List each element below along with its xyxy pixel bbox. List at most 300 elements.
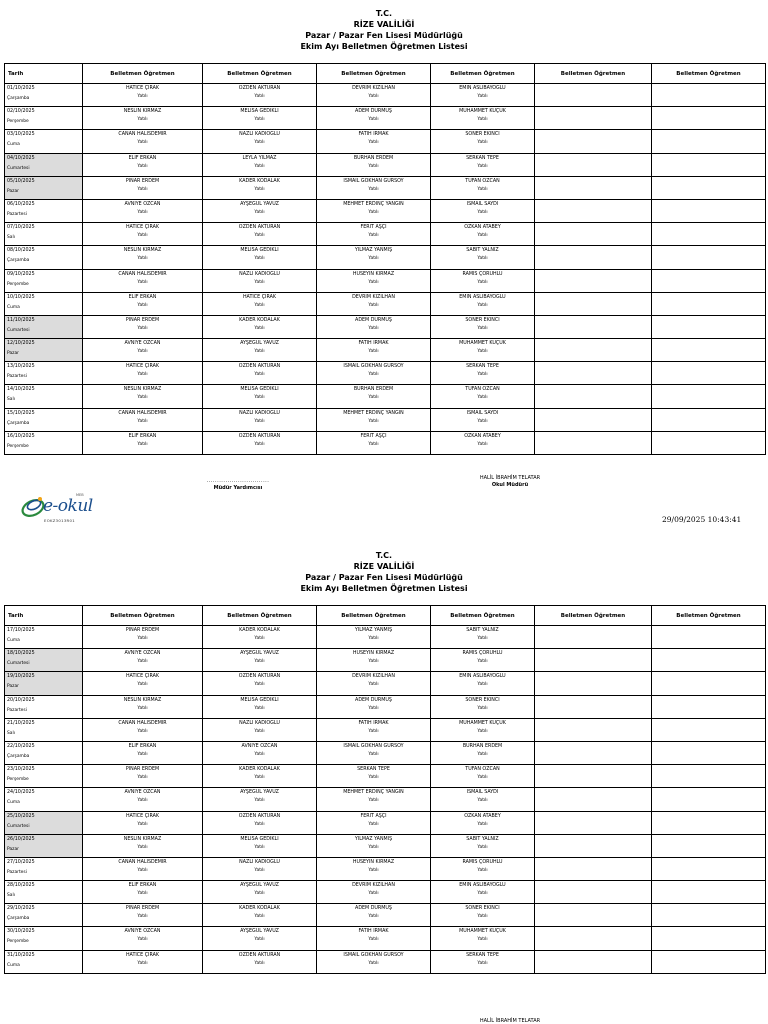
teacher-cell [203, 269, 317, 292]
teacher-cell [317, 176, 431, 199]
boarding-status: Yatılı [254, 728, 265, 734]
teacher-cell [83, 362, 203, 385]
teacher-cell [317, 84, 431, 107]
teacher-cell [431, 672, 535, 695]
boarding-status: Yatılı [477, 163, 488, 169]
boarding-status: Yatılı [477, 325, 488, 331]
teacher-name: CANAN HALİSDEMİR [118, 410, 167, 416]
boarding-status: Yatılı [477, 821, 488, 827]
teacher-cell [652, 649, 766, 672]
teacher-name: MELİSA GEDİKLİ [240, 387, 279, 393]
teacher-name: NESLİN KIRMAZ [123, 248, 162, 254]
teacher-name: MUHAMMET KÜÇÜK [459, 720, 506, 726]
teacher-name: CANAN HALİSDEMİR [118, 720, 167, 726]
teacher-name: HÜSEYİN KIRMAZ [352, 271, 395, 277]
boarding-status: Yatılı [368, 395, 379, 401]
teacher-cell [203, 695, 317, 718]
boarding-status: Yatılı [368, 751, 379, 757]
weekday-value: Pazartesi [7, 211, 27, 217]
teacher-name: ÖZDEN AKTURAN [238, 674, 281, 680]
teacher-cell [535, 741, 652, 764]
teacher-cell [83, 626, 203, 649]
weekday-value: Perşembe [7, 939, 29, 945]
boarding-status: Yatılı [254, 960, 265, 966]
teacher-cell [203, 431, 317, 454]
teacher-cell [203, 176, 317, 199]
teacher-name: HATİCE ÇIRAK [125, 364, 160, 370]
date-cell [5, 904, 83, 927]
boarding-status: Yatılı [254, 914, 265, 920]
teacher-name: ÖZDEN AKTURAN [238, 433, 281, 439]
teacher-cell [535, 223, 652, 246]
teacher-cell [652, 765, 766, 788]
date-cell [5, 741, 83, 764]
teacher-name: PINAR ERDEM [125, 906, 160, 912]
boarding-status: Yatılı [477, 728, 488, 734]
boarding-status: Yatılı [137, 395, 148, 401]
boarding-status: Yatılı [477, 441, 488, 447]
table-row [5, 153, 766, 176]
weekday-value: Pazar [7, 351, 19, 357]
boarding-status: Yatılı [137, 279, 148, 285]
boarding-status: Yatılı [254, 636, 265, 641]
teacher-cell [203, 834, 317, 857]
header-line-list-title: Ekim Ayı Belletmen Öğretmen Listesi [300, 42, 468, 51]
print-timestamp: 29/09/2025 10:43:41 [662, 515, 742, 524]
column-header-teacher: Belletmen Öğretmen [83, 606, 203, 626]
boarding-status: Yatılı [254, 117, 265, 123]
teacher-name: ELİF ERKAN [128, 155, 157, 161]
weekday-value: Çarşamba [7, 753, 30, 759]
date-cell [5, 672, 83, 695]
teacher-name: AVNİYE ÖZCAN [124, 929, 161, 935]
teacher-name: SERKAN TEPE [466, 952, 499, 958]
teacher-name: SONER EKİNCİ [465, 906, 500, 912]
boarding-status: Yatılı [254, 395, 265, 401]
teacher-cell [317, 362, 431, 385]
boarding-status: Yatılı [477, 233, 488, 239]
weekday-value: Çarşamba [7, 258, 30, 264]
teacher-cell [431, 176, 535, 199]
teacher-cell [535, 130, 652, 153]
teacher-cell [535, 153, 652, 176]
date-value: 22/10/2025 [7, 743, 35, 749]
boarding-status: Yatılı [477, 117, 488, 123]
teacher-cell [535, 927, 652, 950]
teacher-name: ÖZKAN ATABEY [464, 433, 501, 439]
teacher-name: TUFAN ÖZCAN [465, 767, 500, 773]
boarding-status: Yatılı [137, 117, 148, 123]
teacher-cell [317, 927, 431, 950]
teacher-cell [317, 385, 431, 408]
date-value: 20/10/2025 [7, 697, 35, 703]
teacher-cell [83, 269, 203, 292]
date-cell [5, 199, 83, 222]
teacher-cell [652, 834, 766, 857]
teacher-cell [203, 672, 317, 695]
boarding-status: Yatılı [477, 418, 488, 424]
boarding-status: Yatılı [254, 659, 265, 665]
teacher-name: FERİT AŞÇI [360, 813, 387, 819]
weekday-value: Cumartesi [7, 661, 30, 667]
boarding-status: Yatılı [254, 775, 265, 781]
teacher-name: NAZLI KADIOĞLU [239, 859, 280, 865]
teacher-cell [535, 765, 652, 788]
teacher-name: ÖZDEN AKTURAN [238, 813, 281, 819]
teacher-cell [83, 834, 203, 857]
teacher-cell [317, 788, 431, 811]
teacher-cell [83, 718, 203, 741]
teacher-cell [203, 626, 317, 649]
boarding-status: Yatılı [368, 728, 379, 734]
teacher-cell [203, 927, 317, 950]
principal-title: Okul Müdürü [491, 482, 529, 488]
teacher-cell [317, 199, 431, 222]
teacher-cell [652, 904, 766, 927]
boarding-status: Yatılı [137, 844, 148, 850]
boarding-status: Yatılı [137, 867, 148, 873]
boarding-status: Yatılı [137, 682, 148, 688]
teacher-cell [317, 130, 431, 153]
column-header-teacher: Belletmen Öğretmen [652, 606, 766, 626]
teacher-cell [317, 718, 431, 741]
teacher-cell [203, 362, 317, 385]
teacher-name: MELİSA GEDİKLİ [240, 836, 279, 842]
weekday-value: Pazar [7, 188, 19, 194]
column-header-teacher: Belletmen Öğretmen [203, 64, 317, 84]
table-row [5, 857, 766, 880]
teacher-name: İSMAİL SAYDI [466, 201, 499, 207]
table-header-row [5, 606, 766, 626]
date-value: 06/10/2025 [7, 201, 35, 207]
teacher-cell [317, 741, 431, 764]
teacher-cell [652, 223, 766, 246]
teacher-cell [83, 904, 203, 927]
teacher-cell [431, 834, 535, 857]
teacher-name: ADEM DURMUŞ [355, 317, 392, 323]
teacher-name: ÖZKAN ATABEY [464, 225, 501, 231]
boarding-status: Yatılı [137, 728, 148, 734]
date-value: 29/10/2025 [7, 906, 35, 912]
teacher-cell [203, 649, 317, 672]
table-row [5, 84, 766, 107]
weekday-value: Salı [7, 730, 15, 736]
teacher-cell [317, 904, 431, 927]
column-header-teacher: Belletmen Öğretmen [431, 64, 535, 84]
teacher-cell [431, 223, 535, 246]
teacher-cell [431, 950, 535, 973]
vice-principal-title: Müdür Yardımcısı [213, 485, 263, 491]
teacher-cell [83, 176, 203, 199]
vice-principal-signature [198, 478, 278, 491]
teacher-cell [431, 362, 535, 385]
teacher-cell [317, 695, 431, 718]
teacher-cell [431, 788, 535, 811]
teacher-name: PINAR ERDEM [125, 178, 160, 184]
teacher-cell [431, 153, 535, 176]
teacher-name: MELİSA GEDİKLİ [240, 697, 279, 703]
date-cell [5, 950, 83, 973]
teacher-cell [535, 718, 652, 741]
column-header-teacher: Belletmen Öğretmen [535, 606, 652, 626]
date-cell [5, 315, 83, 338]
teacher-cell [83, 950, 203, 973]
teacher-name: ELİF ERKAN [128, 883, 157, 889]
teacher-name: AVNİYE ÖZCAN [124, 341, 161, 347]
date-cell [5, 788, 83, 811]
boarding-status: Yatılı [254, 256, 265, 262]
date-value: 16/10/2025 [7, 433, 35, 439]
date-value: 26/10/2025 [7, 836, 35, 842]
boarding-status: Yatılı [137, 372, 148, 378]
teacher-cell [431, 431, 535, 454]
teacher-name: NESLİN KIRMAZ [123, 387, 162, 393]
weekday-value: Perşembe [7, 281, 29, 287]
boarding-status: Yatılı [137, 798, 148, 804]
teacher-cell [317, 857, 431, 880]
teacher-name: AVNİYE ÖZCAN [124, 651, 161, 657]
date-cell [5, 626, 83, 649]
boarding-status: Yatılı [368, 867, 379, 873]
teacher-cell [317, 649, 431, 672]
teacher-name: KADER KODALAK [239, 767, 280, 773]
teacher-name: YILMAZ YANMIŞ [354, 628, 393, 633]
teacher-cell [83, 649, 203, 672]
boarding-status: Yatılı [254, 682, 265, 688]
boarding-status: Yatılı [477, 705, 488, 711]
teacher-cell [431, 695, 535, 718]
teacher-name: CANAN HALİSDEMİR [118, 859, 167, 865]
column-header-teacher: Belletmen Öğretmen [83, 64, 203, 84]
table-row [5, 811, 766, 834]
teacher-cell [652, 315, 766, 338]
teacher-cell [203, 130, 317, 153]
teacher-name: PINAR ERDEM [125, 767, 160, 773]
date-value: 14/10/2025 [7, 387, 35, 393]
date-value: 11/10/2025 [7, 317, 35, 323]
teacher-name: TUFAN ÖZCAN [465, 387, 500, 393]
teacher-name: KADER KODALAK [239, 178, 280, 184]
column-header-teacher: Belletmen Öğretmen [317, 64, 431, 84]
date-cell [5, 84, 83, 107]
boarding-status: Yatılı [254, 441, 265, 447]
teacher-cell [317, 339, 431, 362]
date-cell [5, 153, 83, 176]
boarding-status: Yatılı [368, 117, 379, 123]
teacher-name: LEYLA YILMAZ [242, 155, 277, 161]
teacher-name: SERKAN TEPE [357, 767, 390, 773]
teacher-name: İSMAİL GÖKHAN GÜRSOY [343, 743, 404, 749]
teacher-name: EMİN ASLIBAYOĞLU [459, 294, 506, 300]
date-cell [5, 834, 83, 857]
teacher-cell [317, 315, 431, 338]
teacher-cell [535, 626, 652, 649]
weekday-value: Pazartesi [7, 374, 27, 380]
teacher-cell [203, 339, 317, 362]
teacher-cell [83, 153, 203, 176]
teacher-name: İSMAİL GÖKHAN GÜRSOY [343, 364, 404, 370]
teacher-name: CANAN HALİSDEMİR [118, 271, 167, 277]
boarding-status: Yatılı [368, 372, 379, 378]
teacher-name: ADEM DURMUŞ [355, 697, 392, 703]
boarding-status: Yatılı [477, 349, 488, 355]
column-header-teacher: Belletmen Öğretmen [203, 606, 317, 626]
teacher-cell [83, 199, 203, 222]
teacher-name: İSMAİL SAYDI [466, 790, 499, 796]
date-value: 08/10/2025 [7, 248, 35, 254]
teacher-cell [317, 153, 431, 176]
teacher-name: BURHAN ERDEM [353, 155, 394, 161]
teacher-cell [535, 857, 652, 880]
teacher-name: NAZLI KADIOĞLU [239, 132, 280, 138]
teacher-name: NAZLI KADIOĞLU [239, 410, 280, 416]
teacher-name: EMİN ASLIBAYOĞLU [459, 883, 506, 889]
table-row [5, 834, 766, 857]
teacher-cell [317, 107, 431, 130]
teacher-name: CANAN HALİSDEMİR [118, 132, 167, 138]
date-value: 15/10/2025 [7, 410, 35, 416]
teacher-cell [652, 339, 766, 362]
table-row [5, 362, 766, 385]
teacher-cell [431, 84, 535, 107]
teacher-cell [652, 741, 766, 764]
date-value: 01/10/2025 [7, 86, 35, 91]
teacher-cell [431, 269, 535, 292]
boarding-status: Yatılı [254, 233, 265, 239]
teacher-cell [431, 857, 535, 880]
teacher-cell [431, 339, 535, 362]
weekday-value: Cuma [7, 800, 20, 806]
duty-roster-table [4, 605, 766, 974]
date-value: 19/10/2025 [7, 674, 35, 680]
teacher-cell [83, 246, 203, 269]
teacher-cell [431, 315, 535, 338]
boarding-status: Yatılı [477, 395, 488, 401]
date-cell [5, 176, 83, 199]
teacher-name: ÖZDEN AKTURAN [238, 86, 281, 91]
teacher-cell [535, 834, 652, 857]
teacher-name: İSMAİL SAYDI [466, 410, 499, 416]
date-value: 07/10/2025 [7, 225, 35, 231]
date-cell [5, 695, 83, 718]
boarding-status: Yatılı [368, 279, 379, 285]
boarding-status: Yatılı [254, 798, 265, 804]
table-row [5, 176, 766, 199]
boarding-status: Yatılı [254, 279, 265, 285]
teacher-cell [83, 84, 203, 107]
teacher-name: KADER KODALAK [239, 317, 280, 323]
teacher-name: PINAR ERDEM [125, 317, 160, 323]
boarding-status: Yatılı [368, 914, 379, 920]
boarding-status: Yatılı [477, 279, 488, 285]
teacher-name: RAMİS ÇORUHLU [462, 859, 503, 865]
boarding-status: Yatılı [137, 821, 148, 827]
boarding-status: Yatılı [254, 891, 265, 897]
boarding-status: Yatılı [477, 751, 488, 757]
header-line-governorship: RİZE VALİLİĞİ [353, 20, 415, 29]
boarding-status: Yatılı [477, 256, 488, 262]
table-row [5, 649, 766, 672]
teacher-cell [652, 246, 766, 269]
teacher-name: SABİT YALNIZ [466, 836, 499, 842]
teacher-cell [83, 765, 203, 788]
teacher-name: AVNİYE ÖZCAN [124, 201, 161, 207]
teacher-name: MUHAMMET KÜÇÜK [459, 109, 506, 115]
teacher-cell [431, 292, 535, 315]
teacher-name: SONER EKİNCİ [465, 317, 500, 323]
column-header-date: Tarih [5, 64, 83, 84]
boarding-status: Yatılı [477, 302, 488, 308]
teacher-cell [317, 881, 431, 904]
teacher-name: DEVRİM KIZILHAN [352, 674, 395, 680]
date-cell [5, 408, 83, 431]
teacher-cell [83, 881, 203, 904]
teacher-name: MELİSA GEDİKLİ [240, 109, 279, 115]
date-value: 25/10/2025 [7, 813, 35, 819]
date-cell [5, 269, 83, 292]
table-row [5, 950, 766, 973]
teacher-name: AVNİYE ÖZCAN [124, 790, 161, 796]
teacher-cell [83, 672, 203, 695]
column-header-teacher: Belletmen Öğretmen [317, 606, 431, 626]
boarding-status: Yatılı [254, 867, 265, 873]
boarding-status: Yatılı [137, 441, 148, 447]
teacher-cell [652, 718, 766, 741]
teacher-cell [535, 292, 652, 315]
teacher-cell [535, 431, 652, 454]
weekday-value: Cuma [7, 638, 20, 643]
date-cell [5, 385, 83, 408]
teacher-name: ÖZDEN AKTURAN [238, 364, 281, 370]
teacher-name: NAZLI KADIOĞLU [239, 271, 280, 277]
teacher-cell [431, 649, 535, 672]
boarding-status: Yatılı [368, 349, 379, 355]
teacher-cell [535, 339, 652, 362]
teacher-cell [652, 292, 766, 315]
weekday-value: Çarşamba [7, 420, 30, 426]
boarding-status: Yatılı [137, 659, 148, 665]
teacher-cell [535, 362, 652, 385]
teacher-cell [317, 765, 431, 788]
teacher-cell [203, 857, 317, 880]
date-cell [5, 339, 83, 362]
teacher-name: NESLİN KIRMAZ [123, 836, 162, 842]
teacher-cell [83, 292, 203, 315]
date-cell [5, 857, 83, 880]
teacher-cell [83, 741, 203, 764]
date-value: 30/10/2025 [7, 929, 35, 935]
header-line-tc: T.C. [375, 551, 393, 560]
page-header [0, 543, 768, 594]
teacher-name: ELİF ERKAN [128, 743, 157, 749]
teacher-name: KADER KODALAK [239, 906, 280, 912]
teacher-name: AYŞEGÜL YAVUZ [240, 201, 279, 207]
e-okul-wordmark: e-okul [43, 496, 93, 516]
teacher-cell [535, 672, 652, 695]
table-row [5, 292, 766, 315]
teacher-name: AYŞEGÜL YAVUZ [240, 790, 279, 796]
date-cell [5, 811, 83, 834]
boarding-status: Yatılı [477, 94, 488, 99]
boarding-status: Yatılı [254, 372, 265, 378]
teacher-cell [203, 84, 317, 107]
boarding-status: Yatılı [368, 325, 379, 331]
teacher-name: KADER KODALAK [239, 628, 280, 633]
boarding-status: Yatılı [368, 233, 379, 239]
boarding-status: Yatılı [137, 94, 148, 99]
teacher-name: MEHMET ERDİNÇ YANGIN [343, 410, 404, 416]
teacher-cell [317, 292, 431, 315]
